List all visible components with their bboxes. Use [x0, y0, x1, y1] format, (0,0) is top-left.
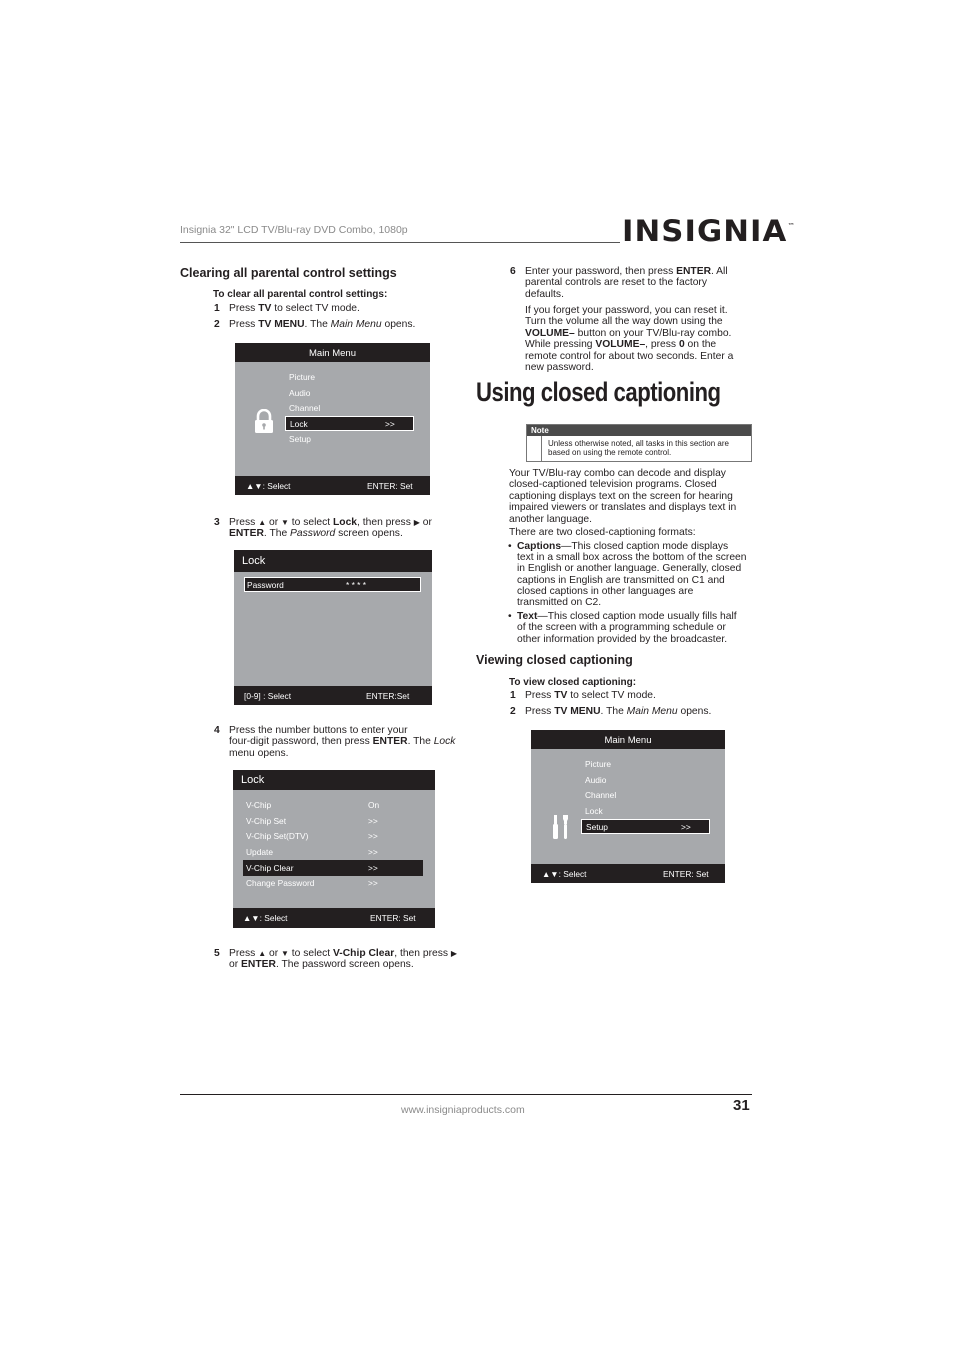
menu-item-lock: Lock [585, 806, 603, 816]
header-rule [180, 242, 620, 243]
screen-title: Lock [234, 550, 432, 572]
lock-icon [253, 409, 275, 434]
menu-item-channel: Channel [289, 403, 321, 413]
main-menu-screen-setup [531, 730, 725, 883]
lock-row-vchip-label: V-Chip [246, 800, 272, 810]
lock-row-vchip-clear-selected: V-Chip Clear >> [243, 860, 423, 876]
view-step-2: 2 Press TV MENU. The Main Menu opens. [510, 706, 712, 717]
lock-row-vchip-set-dtv-label: V-Chip Set(DTV) [246, 831, 309, 841]
screen-footer: ▲▼: Select ENTER: Set [235, 476, 430, 495]
screen-title: Lock [233, 770, 435, 790]
lock-row-vchip-set-dtv-value: >> [368, 831, 378, 841]
step-4: 4 Press the number buttons to enter your four-digit password, then press ENTER. The Lock menu opens. [214, 725, 456, 759]
screen-title: Main Menu [531, 730, 725, 749]
step-1: 1 Press TV to select TV mode. [214, 303, 360, 314]
step-6: 6 Enter your password, then press ENTER. All parental controls are reset to the factory defaults. [510, 266, 728, 300]
lock-row-change-password-label: Change Password [246, 878, 315, 888]
lock-row-vchip-value: On [368, 800, 380, 810]
footer-url[interactable]: www.insigniaproducts.com [401, 1104, 525, 1116]
menu-item-channel: Channel [585, 790, 617, 800]
step-2: 2 Press TV MENU. The Main Menu opens. [214, 319, 416, 330]
procedure-heading-viewing: To view closed captioning: [509, 677, 637, 688]
footer-rule [180, 1094, 752, 1095]
page-number: 31 [733, 1097, 750, 1114]
menu-item-audio: Audio [585, 775, 607, 785]
menu-item-audio: Audio [289, 388, 311, 398]
step-5: 5 Press ▲ or ▼ to select V-Chip Clear, then press ▶ or ENTER. The password screen opens. [214, 948, 458, 971]
page-title: Using closed captioning [476, 377, 721, 407]
menu-item-picture: Picture [289, 372, 316, 382]
insignia-logo: INSIGNIA™ [622, 214, 795, 248]
view-step-1: 1 Press TV to select TV mode. [510, 690, 656, 701]
intro-paragraph: Your TV/Blu-ray combo can decode and display closed-captioned television programs. Closed captioning displays text on the screen for hearing impaired viewers or translates and displays text in another language. [509, 468, 737, 525]
header-product-title: Insignia 32" LCD TV/Blu-ray DVD Combo, 1080p [180, 224, 408, 236]
lock-row-update-value: >> [368, 847, 378, 857]
lock-password-screen [234, 550, 432, 705]
lock-row-update-label: Update [246, 847, 274, 857]
tools-icon [550, 813, 572, 841]
menu-item-picture: Picture [585, 759, 612, 769]
list-item-captions: • Captions—This closed caption mode displays text in a small box across the bottom of the screen in English or another language. Generally, closed captions in English are transmitted on C1 and closed captions in other languages are transmitted on C2. [508, 541, 754, 608]
main-menu-screen-lock [235, 343, 430, 495]
section-heading-viewing: Viewing closed captioning [476, 653, 633, 667]
lock-row-vchip-set-label: V-Chip Set [246, 816, 287, 826]
lock-menu-screen [233, 770, 435, 928]
screen-title: Main Menu [235, 343, 430, 362]
list-item-text: • Text—This closed caption mode usually fills half of the screen with a programming schedule or other information provided by the broadcaster. [508, 611, 754, 645]
menu-item-lock-selected: Lock >> [285, 416, 414, 431]
note-text: Unless otherwise noted, all tasks in this section are based on using the remote control. [548, 439, 729, 458]
menu-item-setup: Setup [289, 434, 311, 444]
procedure-heading: To clear all parental control settings: [213, 289, 388, 300]
forgot-password-paragraph: If you forget your password, you can reset it. Turn the volume all the way down using the VOLUME– button on your TV/Blu-ray combo. While pressing VOLUME–, press 0 on the remote control for about two seconds. Enter a new password. [525, 305, 734, 374]
lock-row-change-password-value: >> [368, 878, 378, 888]
screen-footer: ▲▼: Select ENTER: Set [531, 864, 725, 883]
step-3: 3 Press ▲ or ▼ to select Lock, then press ▶ or ENTER. The Password screen opens. [214, 517, 432, 540]
formats-list [508, 541, 754, 648]
screen-footer: [0-9] : Select ENTER:Set [234, 686, 432, 705]
lock-row-vchip-set-value: >> [368, 816, 378, 826]
note-box [526, 424, 752, 462]
section-heading-clearing: Clearing all parental control settings [180, 266, 397, 280]
password-field[interactable]: Password * * * * [244, 577, 421, 592]
note-divider [541, 436, 542, 462]
screen-footer: ▲▼: Select ENTER: Set [233, 908, 435, 928]
menu-item-setup-selected: Setup >> [581, 819, 710, 834]
formats-intro: There are two closed-captioning formats: [509, 527, 696, 538]
note-label: Note [527, 425, 751, 436]
